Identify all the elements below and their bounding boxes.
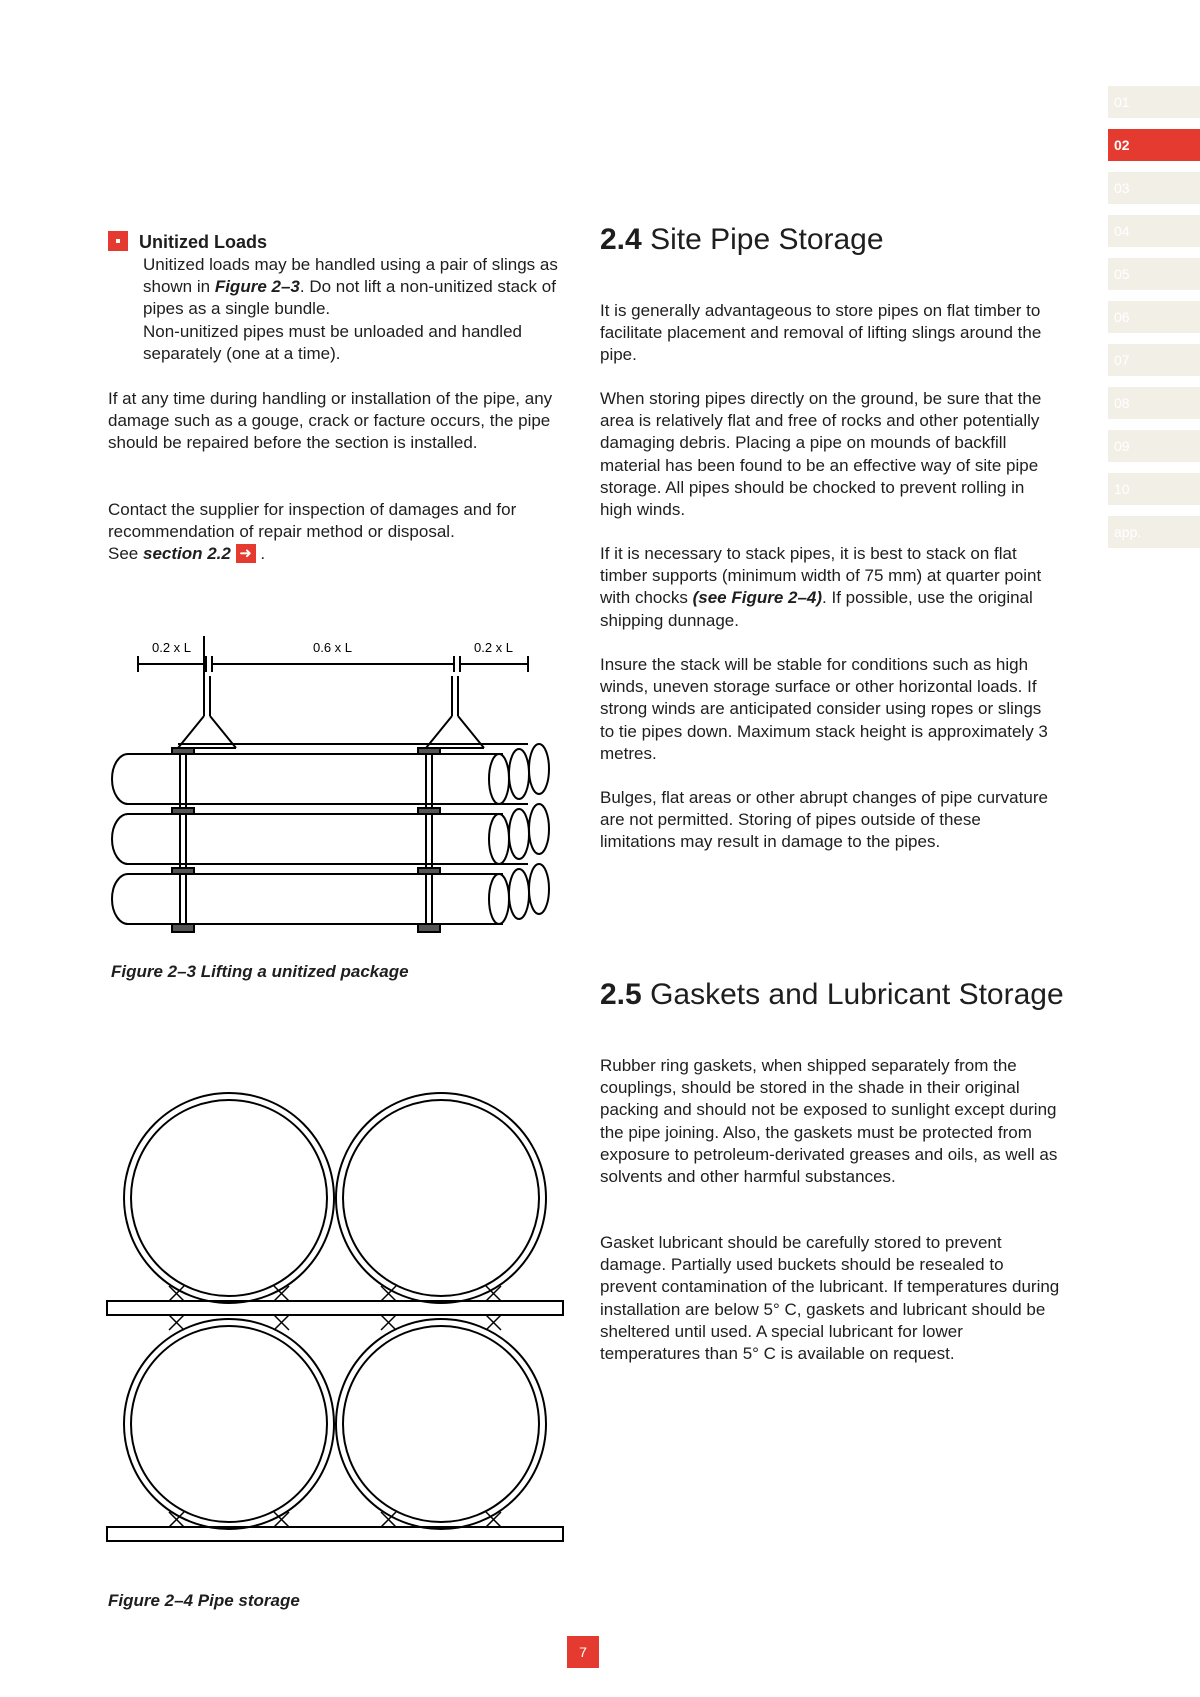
- chapter-tab-03[interactable]: 03: [1108, 172, 1200, 204]
- unitized-loads-block: [108, 230, 578, 365]
- chocks: [169, 1286, 501, 1527]
- section-2-4-paragraph-2: When storing pipes directly on the ground, be sure that the area is relatively flat and free of rocks and other potentially damaging debris. Placing a pipe on mounds of backfill material has been found to be an effective way of site pipe storage. All pipes should be chocked to prevent rolling in high winds.: [600, 389, 1042, 520]
- pipe-stack: [124, 1093, 546, 1529]
- dim-label-right: 0.2 x L: [474, 640, 514, 655]
- section-2-4-paragraph-4: Insure the stack will be stable for conditions such as high winds, uneven storage surface or other horizontal loads. If strong winds are anticipated consider using ropes or slings to tie pipes down. Maximum stack height is approximately 3 metres.: [600, 655, 1048, 763]
- dim-label-left: 0.2 x L: [152, 640, 192, 655]
- chapter-tab-08[interactable]: 08: [1108, 387, 1200, 419]
- section-2-4-paragraph-5: Bulges, flat areas or other abrupt changes of pipe curvature are not permitted. Storing of pipes outside of these limitations may result in damage to the pipes.: [600, 788, 1048, 852]
- dim-label-middle: 0.6 x L: [313, 640, 353, 655]
- chapter-tab-10[interactable]: 10: [1108, 473, 1200, 505]
- chapter-tab-app[interactable]: app.: [1108, 516, 1200, 548]
- section-2-2-link[interactable]: section 2.2: [142, 544, 231, 564]
- section-2-4-paragraph-1: It is generally advantageous to store pipes on flat timber to facilitate placement and removal of lifting slings around the pipe.: [600, 301, 1042, 365]
- unitized-heading: Unitized Loads: [139, 232, 268, 252]
- chapter-tab-04[interactable]: 04: [1108, 215, 1200, 247]
- damage-paragraph: If at any time during handling or installation of the pipe, any damage such as a gouge, crack or facture occurs, the pipe should be repaired before the section is installed.: [108, 389, 553, 453]
- section-2-5-title: 2.5 Gaskets and Lubricant Storage: [600, 978, 1064, 1011]
- figure-2-4-caption: Figure 2–4 Pipe storage: [108, 1591, 300, 1610]
- chapter-tab-01[interactable]: 01: [1108, 86, 1200, 118]
- chapter-tab-07[interactable]: 07: [1108, 344, 1200, 376]
- chapter-tab-02[interactable]: 02: [1108, 129, 1200, 161]
- bullet-icon: [108, 231, 128, 251]
- figure-2-3-caption: Figure 2–3 Lifting a unitized package: [111, 962, 409, 981]
- unitized-text: Unitized loads may be handled using a pair of slings as shown in Figure 2–3. Do not lift a non-unitized stack of pipes as a single bundle. Non-unitized pipes must be unloaded and handled separately (one at a time).: [143, 255, 558, 363]
- page-number: 7: [567, 1636, 599, 1668]
- chapter-tab-05[interactable]: 05: [1108, 258, 1200, 290]
- figure-2-4-pipe-storage-drawing: [104, 1088, 574, 1550]
- figure-2-3-ref: Figure 2–3: [214, 277, 300, 297]
- contact-paragraph: Contact the supplier for inspection of damages and for recommendation of repair method or disposal. See section 2.2 ➜ .: [108, 500, 517, 564]
- chapter-tab-06[interactable]: 06: [1108, 301, 1200, 333]
- figure-2-3-lifting-drawing: [108, 636, 563, 936]
- section-2-4-paragraph-3: If it is necessary to stack pipes, it is best to stack on flat timber supports (minimum width of 75 mm) at quarter point with chocks (see Figure 2–4). If possible, use the original shipping dunnage.: [600, 544, 1042, 630]
- pipe-bundle: [112, 744, 549, 924]
- lifting-slings: [172, 636, 484, 932]
- chapter-tab-09[interactable]: 09: [1108, 430, 1200, 462]
- arrow-right-icon[interactable]: ➜: [236, 544, 256, 563]
- dimension-lines: [138, 656, 528, 672]
- section-2-5-paragraph-1: Rubber ring gaskets, when shipped separately from the couplings, should be stored in the shade in their original packing and should not be exposed to sunlight except during the pipe joining. Also, the gaskets must be protected from exposure to petroleum-derivated greases and oils, as well as solvents and other harmful substances.: [600, 1056, 1058, 1187]
- figure-2-4-ref: (see Figure 2–4): [692, 588, 823, 608]
- section-2-5-paragraph-2: Gasket lubricant should be carefully stored to prevent damage. Partially used buckets should be resealed to prevent contamination of the lubricant. If temperatures during installation are below 5° C, gaskets and lubricant should be sheltered until used. A special lubricant for lower temperatures than 5° C is available on request.: [600, 1233, 1060, 1364]
- section-2-4-title: 2.4 Site Pipe Storage: [600, 223, 884, 256]
